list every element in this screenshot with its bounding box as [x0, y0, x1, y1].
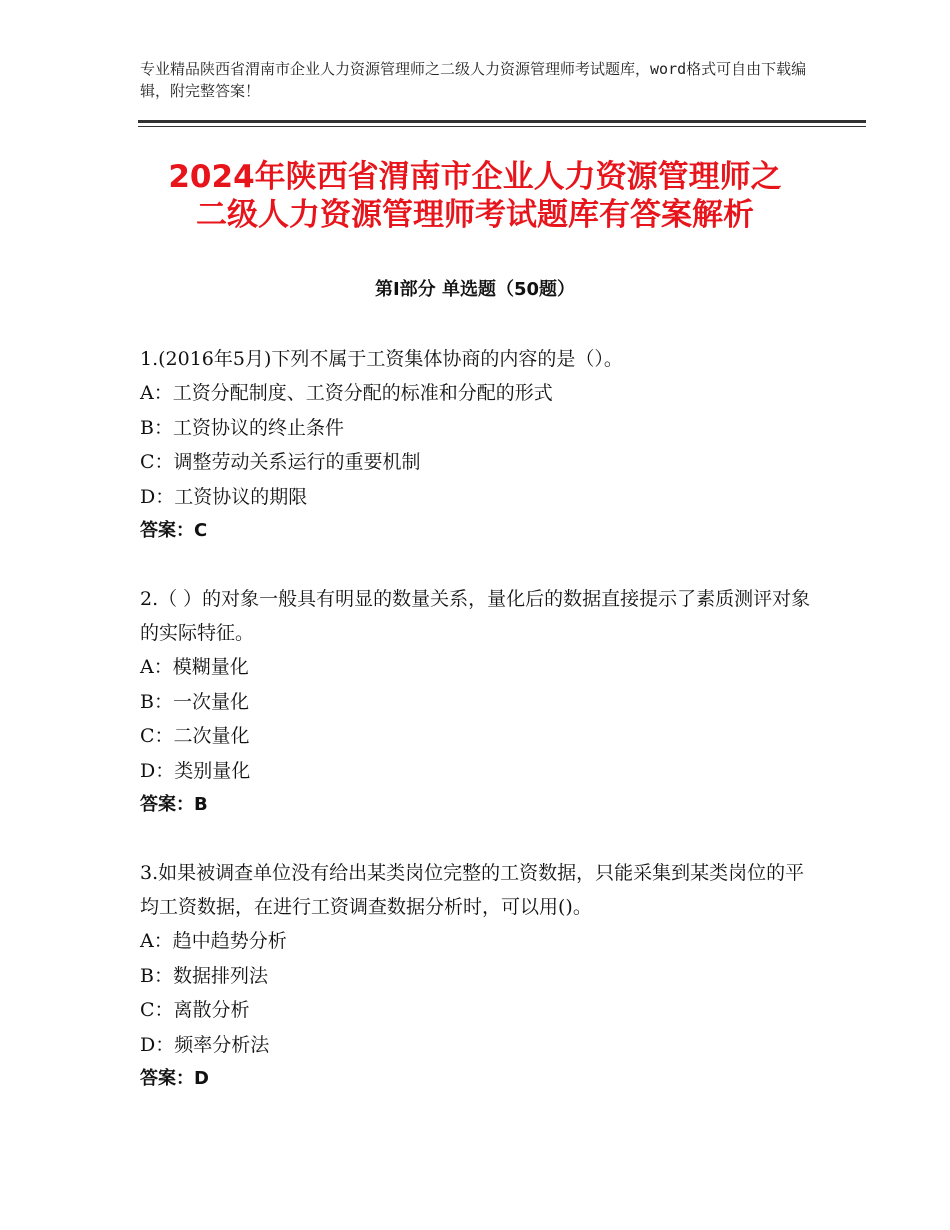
document-title	[100, 158, 850, 234]
option-d: D：频率分析法	[140, 1033, 270, 1056]
header-rule-thin	[138, 126, 866, 127]
document-title-line-2: 二级人力资源管理师考试题库有答案解析	[196, 197, 754, 233]
option-a: A：趋中趋势分析	[140, 930, 287, 952]
option-b: B：工资协议的终止条件	[140, 416, 344, 439]
answer: 答案：C	[140, 520, 208, 541]
question-stem: 3.如果被调查单位没有给出某类岗位完整的工资数据，只能采集到某类岗位的平均工资数据，在进行工资调查数据分析时，可以用()。	[140, 862, 805, 918]
option-c: C：离散分析	[140, 999, 250, 1021]
option-a: A：工资分配制度、工资分配的标准和分配的形式	[140, 382, 553, 404]
header-rule-thick	[138, 120, 866, 123]
document-title-line-1: 2024年陕西省渭南市企业人力资源管理师之	[168, 159, 782, 195]
question-3	[140, 856, 820, 1096]
option-c: C：二次量化	[140, 725, 250, 747]
question-list	[140, 342, 820, 1130]
option-d: D：工资协议的期限	[140, 485, 308, 508]
answer: 答案：D	[140, 1068, 209, 1089]
option-d: D：类别量化	[140, 759, 251, 782]
option-a: A：模糊量化	[140, 656, 249, 678]
answer: 答案：B	[140, 794, 208, 815]
section-title: 第Ⅰ部分 单选题（50题）	[374, 279, 575, 300]
question-1	[140, 342, 820, 548]
header-note: 专业精品陕西省渭南市企业人力资源管理师之二级人力资源管理师考试题库，word格式可自由下载编辑，附完整答案！	[140, 60, 807, 100]
option-c: C：调整劳动关系运行的重要机制	[140, 451, 421, 473]
option-b: B：数据排列法	[140, 964, 268, 987]
question-stem: 2.（ ）的对象一般具有明显的数量关系，量化后的数据直接提示了素质测评对象的实际特征。	[140, 588, 811, 644]
question-stem: 1.(2016年5月)下列不属于工资集体协商的内容的是（）。	[140, 348, 623, 370]
option-b: B：一次量化	[140, 690, 249, 713]
question-2	[140, 582, 820, 822]
